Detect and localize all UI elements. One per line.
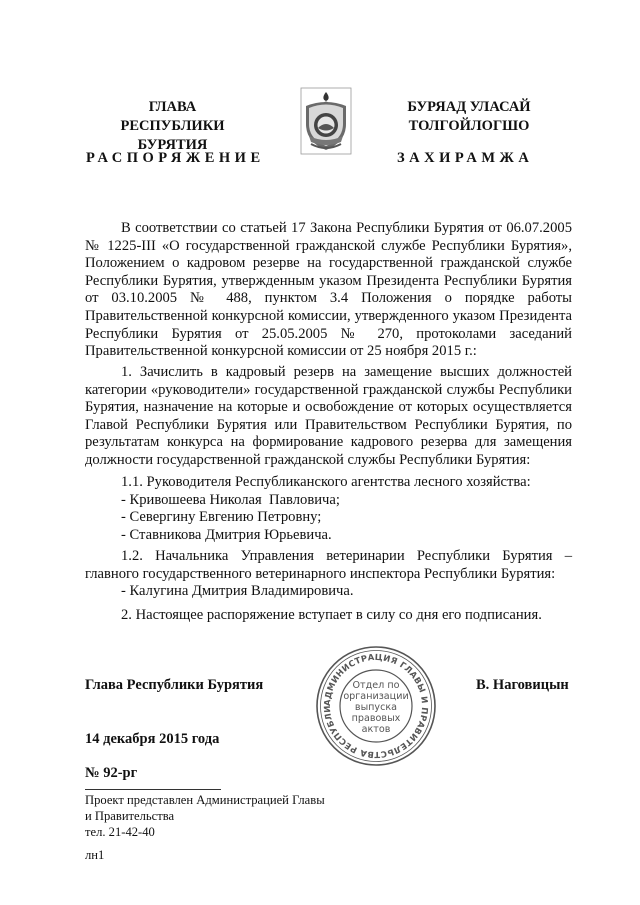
preamble-line: Республики Бурятия от 25.05.2005 № 270, протоколами заседаний	[85, 325, 572, 342]
document-number: № 92-рг	[85, 765, 138, 781]
signatory-name: В. Наговицын	[476, 677, 569, 693]
candidate-name: - Севергину Евгению Петровну;	[121, 509, 322, 526]
item-1-1-title: 1.1. Руководителя Республиканского агентства лесного хозяйства:	[121, 474, 531, 490]
preamble-line: Правительственной конкурсной комиссии от 25 ноября 2015 г.:	[85, 343, 477, 360]
item-1-2-line: 1.2. Начальника Управления ветеринарии Республики Бурятия –	[121, 548, 572, 564]
stamp-center-line: правовых	[351, 713, 401, 724]
stamp-center-line: организации	[343, 691, 409, 702]
footer-line: тел. 21-42-40	[85, 825, 155, 839]
footer-line: и Правительства	[85, 809, 175, 823]
item-1-2-block	[85, 548, 572, 601]
item-1-line: категории «руководители» государственной гражданской службы Республики	[85, 381, 572, 398]
item-1-line: 1. Зачислить в кадровый резерв на замещение высших должностей	[121, 364, 572, 380]
preamble-line: № 1225-III «О государственной гражданской службе Республики Бурятия»,	[85, 237, 572, 254]
stamp-center-line: актов	[361, 724, 391, 735]
item-1-2-line: главного государственного ветеринарного инспектора Республики Бурятия:	[85, 565, 556, 582]
preamble-line: Республики Бурятия, утвержденным указом Президента Республики Бурятия	[85, 272, 572, 289]
footer-line: Проект представлен Администрацией Главы	[85, 793, 325, 807]
preamble-line: Правительственной конкурсной комиссии, утвержденного указом Президента	[85, 307, 572, 324]
footer-divider	[85, 789, 221, 790]
header-left-title	[85, 98, 260, 155]
stamp-center-line: Отдел по	[352, 680, 400, 691]
stamp-center-line: выпуска	[354, 702, 398, 713]
signatory-position: Глава Республики Бурятия	[85, 677, 264, 693]
doc-type-russian: РАСПОРЯЖЕНИЕ	[86, 150, 265, 166]
item-1-line: Бурятия, назначение на которые и освобождение от которых осуществляется	[85, 399, 572, 416]
coat-of-arms-emblem	[299, 86, 353, 156]
preamble-line: от 03.10.2005 № 488, пунктом 3.4 Положения о порядке работы	[85, 290, 572, 307]
stamp-graphic	[314, 644, 438, 768]
header-left-line2: РЕСПУБЛИКИ БУРЯТИЯ	[120, 118, 225, 153]
header-right-line1: БУРЯАД УЛАСАЙ	[407, 99, 531, 115]
official-stamp	[314, 644, 438, 768]
item-1-line: Главой Республики Бурятия или Правительством Республики Бурятия, по	[85, 416, 572, 433]
candidate-name: - Кривошеева Николая Павловича;	[121, 491, 340, 508]
stamp-ring-text: АДМИНИСТРАЦИЯ ГЛАВЫ И ПРАВИТЕЛЬСТВА РЕСПУБЛИ	[321, 651, 431, 761]
candidate-name: - Калугина Дмитрия Владимировича.	[121, 583, 354, 600]
header-left-line1: ГЛАВА	[148, 99, 197, 115]
preamble-line: Положением о кадровом резерве на государственной гражданской службе	[85, 255, 572, 272]
document-date: 14 декабря 2015 года	[85, 731, 220, 747]
footer-marker: лн1	[85, 848, 105, 862]
preamble-paragraph	[85, 220, 572, 361]
candidate-name: - Ставникова Дмитрия Юрьевича.	[121, 526, 332, 543]
item-1-line: результатам конкурса на формирование кадрового резерва для замещения	[85, 434, 572, 451]
header-right-title	[386, 98, 552, 136]
item-1-paragraph	[85, 364, 572, 470]
header-right-line2: ТОЛГОЙЛОГШО	[408, 118, 530, 134]
item-1-1-block	[121, 474, 581, 544]
item-1-line: должности государственной гражданской службы Республики Бурятия:	[85, 451, 531, 468]
doc-type-buryat: ЗАХИРАМЖА	[397, 150, 534, 166]
footer-note	[85, 792, 325, 840]
preamble-line: В соответствии со статьей 17 Закона Республики Бурятия от 06.07.2005	[121, 220, 572, 236]
item-2-text: 2. Настоящее распоряжение вступает в силу со дня его подписания.	[121, 607, 542, 623]
